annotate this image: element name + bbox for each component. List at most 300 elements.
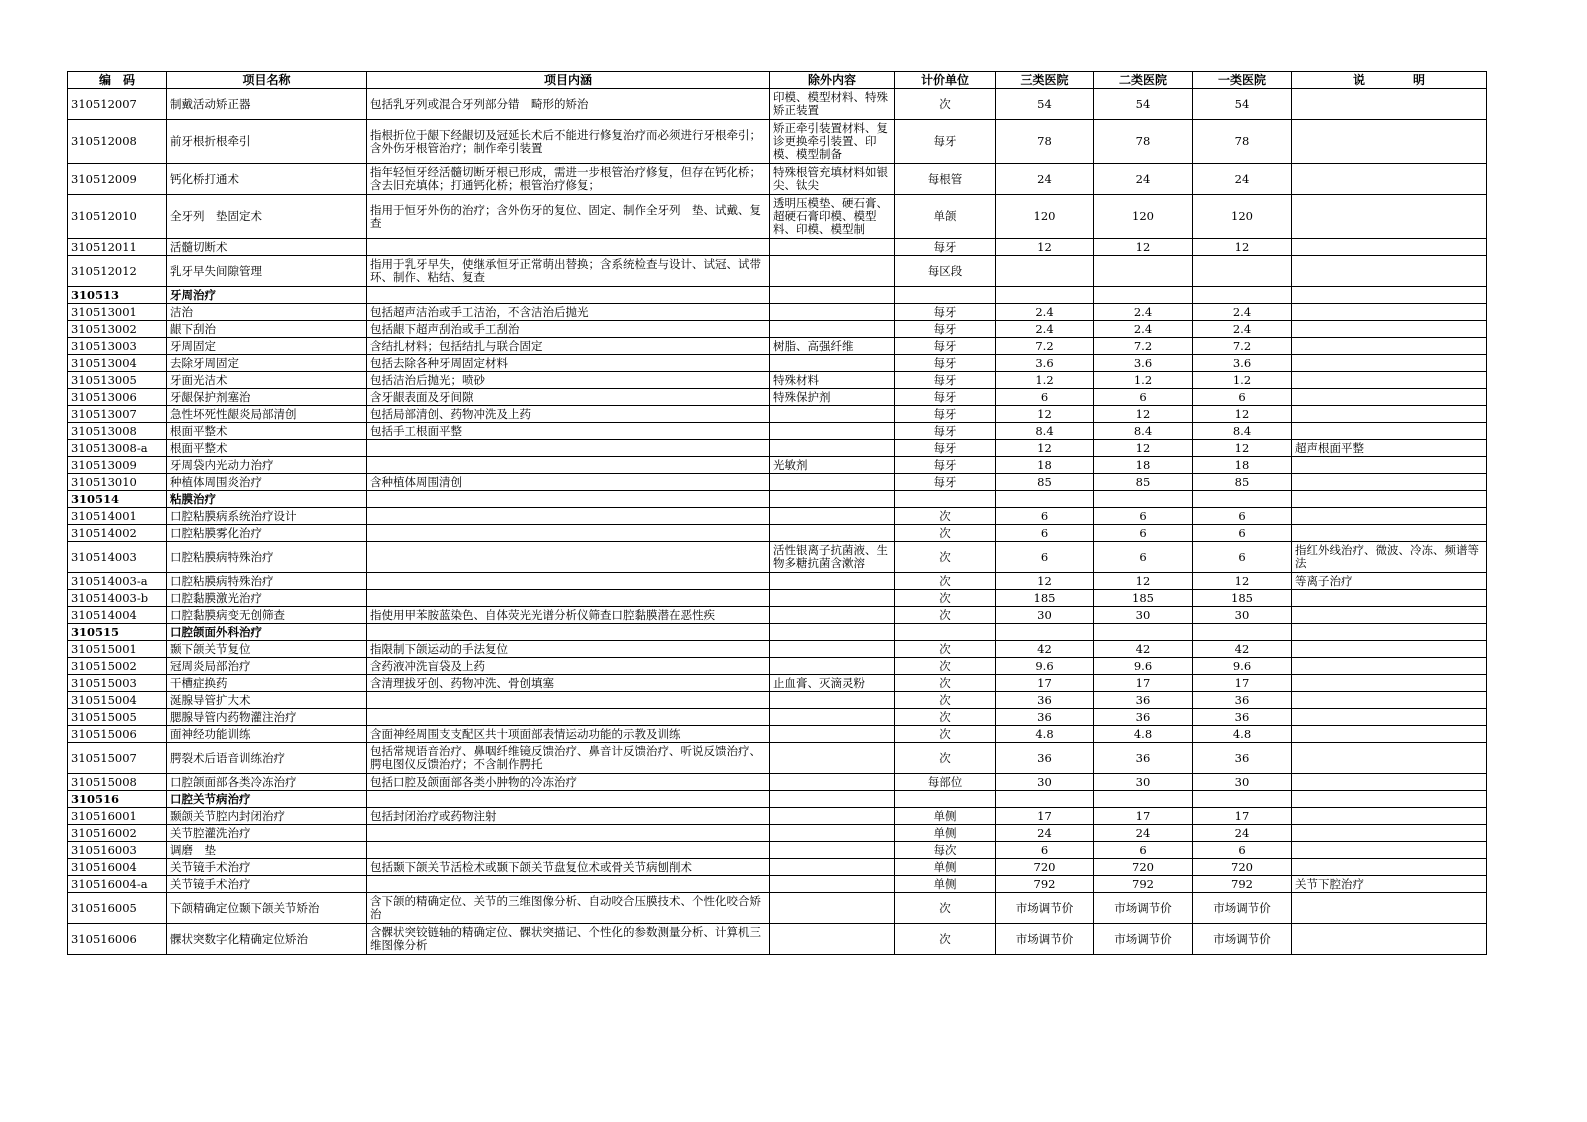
table-row (68, 338, 1487, 355)
cell-class3-price: 12 (996, 573, 1094, 590)
cell-note (1292, 423, 1487, 440)
cell-class1-price: 2.4 (1193, 321, 1292, 338)
cell-code: 310513001 (68, 304, 167, 321)
cell-class3-price: 185 (996, 590, 1094, 607)
cell-class1-price: 12 (1193, 573, 1292, 590)
cell-note (1292, 525, 1487, 542)
cell-class1-price: 24 (1193, 825, 1292, 842)
cell-code: 310513002 (68, 321, 167, 338)
cell-unit: 每根管 (895, 164, 996, 195)
cell-class2-price: 18 (1094, 457, 1193, 474)
cell-excluded (770, 808, 895, 825)
cell-unit: 单侧 (895, 808, 996, 825)
cell-unit: 每牙 (895, 239, 996, 256)
cell-name: 根面平整术 (167, 423, 367, 440)
cell-excluded: 印模、模型材料、特殊矫正装置 (770, 89, 895, 120)
cell-content: 包括超声洁治或手工洁治，不含洁治后抛光 (367, 304, 770, 321)
table-row (68, 641, 1487, 658)
cell-class3-price: 17 (996, 675, 1094, 692)
cell-excluded: 活性银离子抗菌液、生物多糖抗菌含漱溶 (770, 542, 895, 573)
cell-class2-price: 54 (1094, 89, 1193, 120)
cell-code: 310514002 (68, 525, 167, 542)
cell-content: 含药液冲洗盲袋及上药 (367, 658, 770, 675)
cell-excluded (770, 624, 895, 641)
cell-class2-price: 720 (1094, 859, 1193, 876)
cell-code: 310513004 (68, 355, 167, 372)
cell-name: 牙周治疗 (167, 287, 367, 304)
cell-content: 包括龈下超声刮治或手工刮治 (367, 321, 770, 338)
cell-note (1292, 675, 1487, 692)
cell-name: 制戴活动矫正器 (167, 89, 367, 120)
cell-code: 310513008-a (68, 440, 167, 457)
cell-class3-price: 30 (996, 774, 1094, 791)
cell-class1-price: 8.4 (1193, 423, 1292, 440)
table-row (68, 457, 1487, 474)
cell-class1-price: 6 (1193, 842, 1292, 859)
cell-code: 310515004 (68, 692, 167, 709)
cell-name: 颞下颌关节复位 (167, 641, 367, 658)
header-note: 说 明 (1292, 72, 1487, 89)
cell-note (1292, 164, 1487, 195)
cell-class3-price: 12 (996, 440, 1094, 457)
cell-name: 种植体周围炎治疗 (167, 474, 367, 491)
cell-content (367, 525, 770, 542)
cell-unit: 每牙 (895, 474, 996, 491)
cell-class2-price: 17 (1094, 675, 1193, 692)
cell-class1-price: 720 (1193, 859, 1292, 876)
cell-class1-price: 6 (1193, 389, 1292, 406)
cell-excluded (770, 774, 895, 791)
cell-code: 310516001 (68, 808, 167, 825)
cell-content: 含清理拔牙创、药物冲洗、骨创填塞 (367, 675, 770, 692)
cell-code: 310514003 (68, 542, 167, 573)
table-row (68, 692, 1487, 709)
category-row (68, 491, 1487, 508)
cell-excluded (770, 525, 895, 542)
cell-note (1292, 607, 1487, 624)
cell-content (367, 491, 770, 508)
cell-note (1292, 743, 1487, 774)
cell-content (367, 791, 770, 808)
cell-content (367, 508, 770, 525)
cell-excluded (770, 304, 895, 321)
cell-class2-price: 8.4 (1094, 423, 1193, 440)
cell-class1-price: 1.2 (1193, 372, 1292, 389)
cell-class1-price (1193, 791, 1292, 808)
cell-name: 前牙根折根牵引 (167, 120, 367, 164)
cell-note: 等离子治疗 (1292, 573, 1487, 590)
cell-class1-price: 市场调节价 (1193, 924, 1292, 955)
cell-class3-price (996, 256, 1094, 287)
cell-excluded: 止血膏、灭滴灵粉 (770, 675, 895, 692)
cell-class1-price: 120 (1193, 195, 1292, 239)
cell-note (1292, 709, 1487, 726)
cell-unit: 次 (895, 542, 996, 573)
cell-class3-price: 6 (996, 525, 1094, 542)
cell-unit: 次 (895, 924, 996, 955)
cell-content: 包括去除各种牙周固定材料 (367, 355, 770, 372)
cell-code: 310516004-a (68, 876, 167, 893)
cell-unit (895, 491, 996, 508)
cell-code: 310515 (68, 624, 167, 641)
cell-class1-price: 12 (1193, 440, 1292, 457)
cell-code: 310513008 (68, 423, 167, 440)
cell-class3-price: 2.4 (996, 304, 1094, 321)
cell-name: 去除牙周固定 (167, 355, 367, 372)
cell-code: 310514 (68, 491, 167, 508)
cell-class2-price: 6 (1094, 842, 1193, 859)
cell-content: 含面神经周围支支配区共十项面部表情运动功能的示教及训练 (367, 726, 770, 743)
cell-excluded (770, 474, 895, 491)
cell-class3-price: 8.4 (996, 423, 1094, 440)
cell-excluded (770, 355, 895, 372)
cell-name: 口腔粘膜病特殊治疗 (167, 573, 367, 590)
cell-class2-price: 30 (1094, 607, 1193, 624)
cell-class2-price: 市场调节价 (1094, 893, 1193, 924)
cell-unit: 单颌 (895, 195, 996, 239)
cell-content: 含结扎材料；包括结扎与联合固定 (367, 338, 770, 355)
table-row (68, 195, 1487, 239)
table-row (68, 120, 1487, 164)
cell-note (1292, 590, 1487, 607)
cell-content: 指用于恒牙外伤的治疗；含外伤牙的复位、固定、制作全牙列 垫、试戴、复查 (367, 195, 770, 239)
cell-code: 310512011 (68, 239, 167, 256)
cell-code: 310512012 (68, 256, 167, 287)
cell-excluded (770, 440, 895, 457)
cell-class1-price (1193, 624, 1292, 641)
cell-code: 310513007 (68, 406, 167, 423)
cell-note (1292, 893, 1487, 924)
fee-schedule-table (67, 71, 1487, 955)
cell-content (367, 624, 770, 641)
cell-unit: 每牙 (895, 304, 996, 321)
cell-name: 干槽症换药 (167, 675, 367, 692)
cell-excluded (770, 658, 895, 675)
table-row (68, 423, 1487, 440)
header-class1-price: 一类医院 (1193, 72, 1292, 89)
cell-code: 310513003 (68, 338, 167, 355)
cell-name: 乳牙早失间隙管理 (167, 256, 367, 287)
cell-name: 关节腔灌洗治疗 (167, 825, 367, 842)
cell-name: 牙面光洁术 (167, 372, 367, 389)
cell-content (367, 842, 770, 859)
cell-code: 310515007 (68, 743, 167, 774)
cell-class1-price: 85 (1193, 474, 1292, 491)
cell-name: 钙化桥打通术 (167, 164, 367, 195)
cell-note (1292, 842, 1487, 859)
cell-content (367, 692, 770, 709)
cell-excluded: 特殊保护剂 (770, 389, 895, 406)
cell-class2-price: 42 (1094, 641, 1193, 658)
cell-content: 指根折位于龈下经龈切及冠延长术后不能进行修复治疗而必须进行牙根牵引；含外伤牙根管治疗；制作牵引装置 (367, 120, 770, 164)
cell-name: 牙周袋内光动力治疗 (167, 457, 367, 474)
table-row (68, 709, 1487, 726)
cell-code: 310515001 (68, 641, 167, 658)
cell-unit: 次 (895, 709, 996, 726)
cell-code: 310512009 (68, 164, 167, 195)
cell-note (1292, 355, 1487, 372)
header-content: 项目内涵 (367, 72, 770, 89)
cell-name: 涎腺导管扩大术 (167, 692, 367, 709)
cell-class2-price: 24 (1094, 164, 1193, 195)
cell-excluded (770, 692, 895, 709)
cell-note (1292, 304, 1487, 321)
cell-unit: 每牙 (895, 406, 996, 423)
cell-class2-price: 4.8 (1094, 726, 1193, 743)
table-header (68, 72, 1487, 89)
cell-unit: 次 (895, 573, 996, 590)
table-row (68, 89, 1487, 120)
cell-excluded (770, 607, 895, 624)
cell-name: 口腔颌面部各类冷冻治疗 (167, 774, 367, 791)
cell-class3-price: 9.6 (996, 658, 1094, 675)
cell-class3-price: 36 (996, 743, 1094, 774)
cell-note (1292, 508, 1487, 525)
cell-class3-price (996, 287, 1094, 304)
cell-content (367, 876, 770, 893)
cell-unit: 单侧 (895, 876, 996, 893)
cell-class3-price: 36 (996, 692, 1094, 709)
cell-excluded: 透明压模垫、硬石膏、超硬石膏印模、模型料、印模、模型制 (770, 195, 895, 239)
cell-class1-price: 2.4 (1193, 304, 1292, 321)
cell-class2-price (1094, 287, 1193, 304)
cell-code: 310512008 (68, 120, 167, 164)
cell-class2-price: 30 (1094, 774, 1193, 791)
cell-class3-price: 24 (996, 825, 1094, 842)
cell-excluded: 特殊材料 (770, 372, 895, 389)
cell-excluded (770, 876, 895, 893)
cell-note (1292, 406, 1487, 423)
cell-code: 310514003-a (68, 573, 167, 590)
cell-excluded (770, 641, 895, 658)
cell-class1-price: 12 (1193, 406, 1292, 423)
cell-unit: 单侧 (895, 859, 996, 876)
cell-name: 关节镜手术治疗 (167, 859, 367, 876)
cell-class1-price (1193, 256, 1292, 287)
header-row (68, 72, 1487, 89)
cell-class1-price: 185 (1193, 590, 1292, 607)
cell-class1-price: 36 (1193, 709, 1292, 726)
cell-unit: 每牙 (895, 120, 996, 164)
cell-class1-price: 30 (1193, 607, 1292, 624)
cell-unit: 次 (895, 743, 996, 774)
cell-unit: 每次 (895, 842, 996, 859)
cell-code: 310513005 (68, 372, 167, 389)
cell-note (1292, 372, 1487, 389)
cell-code: 310514003-b (68, 590, 167, 607)
cell-unit: 次 (895, 89, 996, 120)
cell-code: 310514004 (68, 607, 167, 624)
cell-content: 包括口腔及颌面部各类小肿物的冷冻治疗 (367, 774, 770, 791)
cell-class3-price: 720 (996, 859, 1094, 876)
cell-class2-price: 2.4 (1094, 304, 1193, 321)
cell-excluded (770, 491, 895, 508)
cell-class2-price: 85 (1094, 474, 1193, 491)
cell-code: 310515005 (68, 709, 167, 726)
cell-unit (895, 624, 996, 641)
cell-code: 310516004 (68, 859, 167, 876)
cell-class2-price (1094, 491, 1193, 508)
cell-name: 活髓切断术 (167, 239, 367, 256)
cell-excluded (770, 508, 895, 525)
cell-excluded: 矫正牵引装置材料、复诊更换牵引装置、印模、模型制备 (770, 120, 895, 164)
cell-name: 根面平整术 (167, 440, 367, 457)
cell-content (367, 287, 770, 304)
cell-class2-price: 36 (1094, 692, 1193, 709)
cell-note (1292, 658, 1487, 675)
cell-class2-price: 78 (1094, 120, 1193, 164)
cell-unit: 次 (895, 525, 996, 542)
cell-class3-price: 6 (996, 542, 1094, 573)
cell-name: 口腔粘膜病系统治疗设计 (167, 508, 367, 525)
table-row (68, 239, 1487, 256)
header-name: 项目名称 (167, 72, 367, 89)
cell-excluded (770, 709, 895, 726)
header-class2-price: 二类医院 (1094, 72, 1193, 89)
header-class3-price: 三类医院 (996, 72, 1094, 89)
cell-code: 310513006 (68, 389, 167, 406)
cell-unit: 每牙 (895, 372, 996, 389)
cell-note (1292, 692, 1487, 709)
cell-content: 包括洁治后抛光；喷砂 (367, 372, 770, 389)
cell-name: 口腔颌面外科治疗 (167, 624, 367, 641)
cell-class2-price (1094, 624, 1193, 641)
cell-class2-price: 6 (1094, 389, 1193, 406)
cell-class1-price: 3.6 (1193, 355, 1292, 372)
cell-class3-price: 7.2 (996, 338, 1094, 355)
table-row (68, 508, 1487, 525)
cell-content (367, 709, 770, 726)
cell-class1-price: 17 (1193, 675, 1292, 692)
cell-code: 310514001 (68, 508, 167, 525)
cell-note (1292, 89, 1487, 120)
cell-class2-price: 3.6 (1094, 355, 1193, 372)
cell-note (1292, 474, 1487, 491)
cell-class2-price: 12 (1094, 440, 1193, 457)
cell-note (1292, 859, 1487, 876)
cell-code: 310513 (68, 287, 167, 304)
cell-unit: 每牙 (895, 440, 996, 457)
cell-note (1292, 726, 1487, 743)
cell-class1-price: 30 (1193, 774, 1292, 791)
cell-unit: 次 (895, 675, 996, 692)
cell-class3-price: 792 (996, 876, 1094, 893)
cell-note (1292, 924, 1487, 955)
cell-class1-price: 7.2 (1193, 338, 1292, 355)
cell-class1-price: 6 (1193, 525, 1292, 542)
cell-class2-price: 9.6 (1094, 658, 1193, 675)
table-row (68, 542, 1487, 573)
cell-excluded (770, 893, 895, 924)
cell-unit (895, 791, 996, 808)
cell-class3-price: 市场调节价 (996, 924, 1094, 955)
cell-unit: 次 (895, 641, 996, 658)
cell-excluded (770, 287, 895, 304)
cell-name: 关节镜手术治疗 (167, 876, 367, 893)
cell-unit: 每区段 (895, 256, 996, 287)
cell-class2-price: 185 (1094, 590, 1193, 607)
table-row (68, 525, 1487, 542)
cell-unit: 次 (895, 692, 996, 709)
cell-code: 310515002 (68, 658, 167, 675)
cell-note: 超声根面平整 (1292, 440, 1487, 457)
cell-class3-price: 54 (996, 89, 1094, 120)
cell-class1-price: 42 (1193, 641, 1292, 658)
cell-unit: 次 (895, 893, 996, 924)
cell-excluded (770, 726, 895, 743)
cell-note (1292, 239, 1487, 256)
cell-code: 310515003 (68, 675, 167, 692)
cell-content: 包括局部清创、药物冲洗及上药 (367, 406, 770, 423)
cell-excluded (770, 791, 895, 808)
table-row (68, 256, 1487, 287)
cell-name: 冠周炎局部治疗 (167, 658, 367, 675)
cell-class3-price (996, 491, 1094, 508)
cell-content: 指用于乳牙早失，使继承恒牙正常萌出替换；含系统检查与设计、试冠、试带环、制作、粘结、复查 (367, 256, 770, 287)
cell-excluded (770, 321, 895, 338)
cell-class3-price: 120 (996, 195, 1094, 239)
table-row (68, 355, 1487, 372)
cell-name: 颞颌关节腔内封闭治疗 (167, 808, 367, 825)
cell-content: 包括封闭治疗或药物注射 (367, 808, 770, 825)
cell-class3-price: 6 (996, 508, 1094, 525)
cell-class1-price: 36 (1193, 692, 1292, 709)
cell-excluded (770, 825, 895, 842)
cell-unit: 单侧 (895, 825, 996, 842)
cell-note (1292, 491, 1487, 508)
cell-class2-price: 7.2 (1094, 338, 1193, 355)
cell-code: 310516006 (68, 924, 167, 955)
cell-excluded: 特殊根管充填材料如银尖、钛尖 (770, 164, 895, 195)
cell-content: 指年轻恒牙经活髓切断牙根已形成，需进一步根管治疗修复，但存在钙化桥；含去旧充填体；打通钙化桥；根管治疗修复； (367, 164, 770, 195)
cell-name: 全牙列 垫固定术 (167, 195, 367, 239)
cell-class1-price: 12 (1193, 239, 1292, 256)
table-row (68, 842, 1487, 859)
cell-class2-price: 市场调节价 (1094, 924, 1193, 955)
cell-class3-price: 18 (996, 457, 1094, 474)
cell-class3-price: 24 (996, 164, 1094, 195)
cell-note (1292, 195, 1487, 239)
table-row (68, 658, 1487, 675)
table-row (68, 924, 1487, 955)
cell-class2-price: 36 (1094, 743, 1193, 774)
table-row (68, 164, 1487, 195)
header-excluded: 除外内容 (770, 72, 895, 89)
cell-unit: 次 (895, 508, 996, 525)
cell-excluded (770, 924, 895, 955)
cell-class3-price: 36 (996, 709, 1094, 726)
cell-name: 急性坏死性龈炎局部清创 (167, 406, 367, 423)
table-body (68, 89, 1487, 955)
cell-class2-price: 1.2 (1094, 372, 1193, 389)
cell-code: 310516005 (68, 893, 167, 924)
cell-excluded (770, 423, 895, 440)
cell-class3-price: 30 (996, 607, 1094, 624)
cell-class2-price: 6 (1094, 542, 1193, 573)
table-row (68, 859, 1487, 876)
cell-unit: 次 (895, 590, 996, 607)
cell-class3-price: 17 (996, 808, 1094, 825)
table-row (68, 808, 1487, 825)
cell-name: 调磨 垫 (167, 842, 367, 859)
table-row (68, 743, 1487, 774)
cell-name: 牙周固定 (167, 338, 367, 355)
cell-class1-price: 78 (1193, 120, 1292, 164)
cell-class3-price: 85 (996, 474, 1094, 491)
cell-content (367, 542, 770, 573)
cell-class1-price (1193, 287, 1292, 304)
cell-unit: 每牙 (895, 338, 996, 355)
